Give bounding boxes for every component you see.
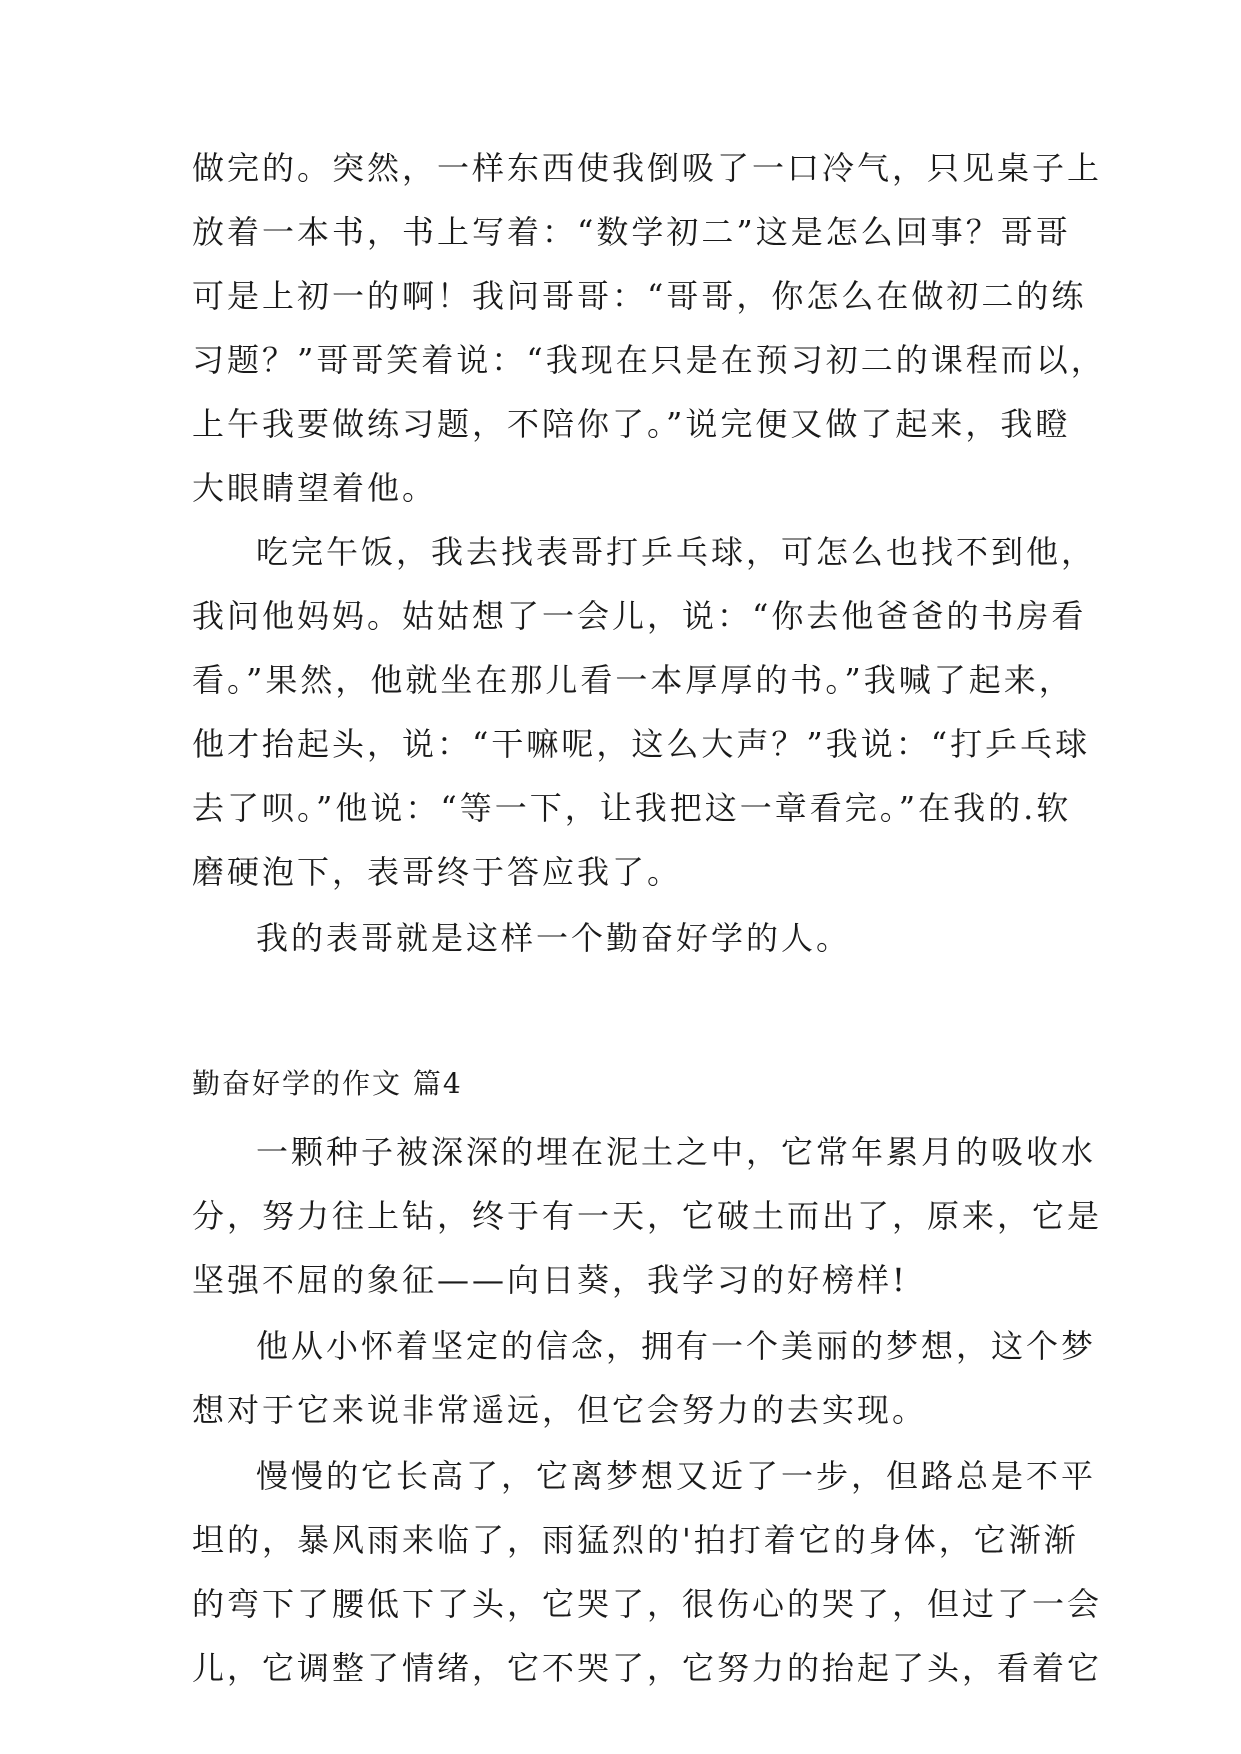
text-line: 放着一本书，书上写着：“数学初二”这是怎么回事？哥哥 (192, 213, 1071, 251)
text-line: 做完的。突然，一样东西使我倒吸了一口冷气，只见桌子上 (192, 149, 1103, 187)
paragraph-start-line: 一颗种子被深深的埋在泥土之中，它常年累月的吸收水 (256, 1133, 1097, 1171)
paragraph-start-line: 我的表哥就是这样一个勤奋好学的人。 (256, 919, 852, 957)
text-line: 可是上初一的啊！我问哥哥：“哥哥，你怎么在做初二的练 (192, 277, 1087, 315)
text-line: 上午我要做练习题，不陪你了。”说完便又做了起来，我瞪 (192, 405, 1071, 443)
text-line: 坦的，暴风雨来临了，雨猛烈的'拍打着它的身体，它渐渐 (192, 1521, 1079, 1559)
text-line: 分，努力往上钻，终于有一天，它破土而出了，原来，它是 (192, 1197, 1103, 1235)
text-line: 习题？”哥哥笑着说：“我现在只是在预习初二的课程而以， (192, 341, 1106, 379)
text-line: 看。”果然，他就坐在那儿看一本厚厚的书。”我喊了起来， (192, 661, 1074, 699)
text-line: 儿，它调整了情绪，它不哭了，它努力的抬起了头，看着它 (192, 1649, 1103, 1687)
paragraph-start-line: 慢慢的它长高了，它离梦想又近了一步，但路总是不平 (256, 1457, 1097, 1495)
text-line: 的弯下了腰低下了头，它哭了，很伤心的哭了，但过了一会 (192, 1585, 1103, 1623)
text-line: 磨硬泡下，表哥终于答应我了。 (192, 853, 683, 891)
section-heading: 勤奋好学的作文 篇4 (192, 1067, 463, 1100)
text-line: 去了呗。”他说：“等一下，让我把这一章看完。”在我的.软 (192, 789, 1072, 827)
text-line: 想对于它来说非常遥远，但它会努力的去实现。 (192, 1391, 928, 1429)
paragraph-start-line: 吃完午饭，我去找表哥打乒乓球，可怎么也找不到他， (256, 533, 1097, 571)
text-line: 大眼睛望着他。 (192, 469, 438, 507)
text-line: 他才抬起头，说：“干嘛呢，这么大声？”我说：“打乒乓球 (192, 725, 1091, 763)
text-line: 坚强不屈的象征——向日葵，我学习的好榜样! (192, 1261, 908, 1299)
text-line: 我问他妈妈。姑姑想了一会儿，说：“你去他爸爸的书房看 (192, 597, 1087, 635)
paragraph-start-line: 他从小怀着坚定的信念，拥有一个美丽的梦想，这个梦 (256, 1327, 1097, 1365)
